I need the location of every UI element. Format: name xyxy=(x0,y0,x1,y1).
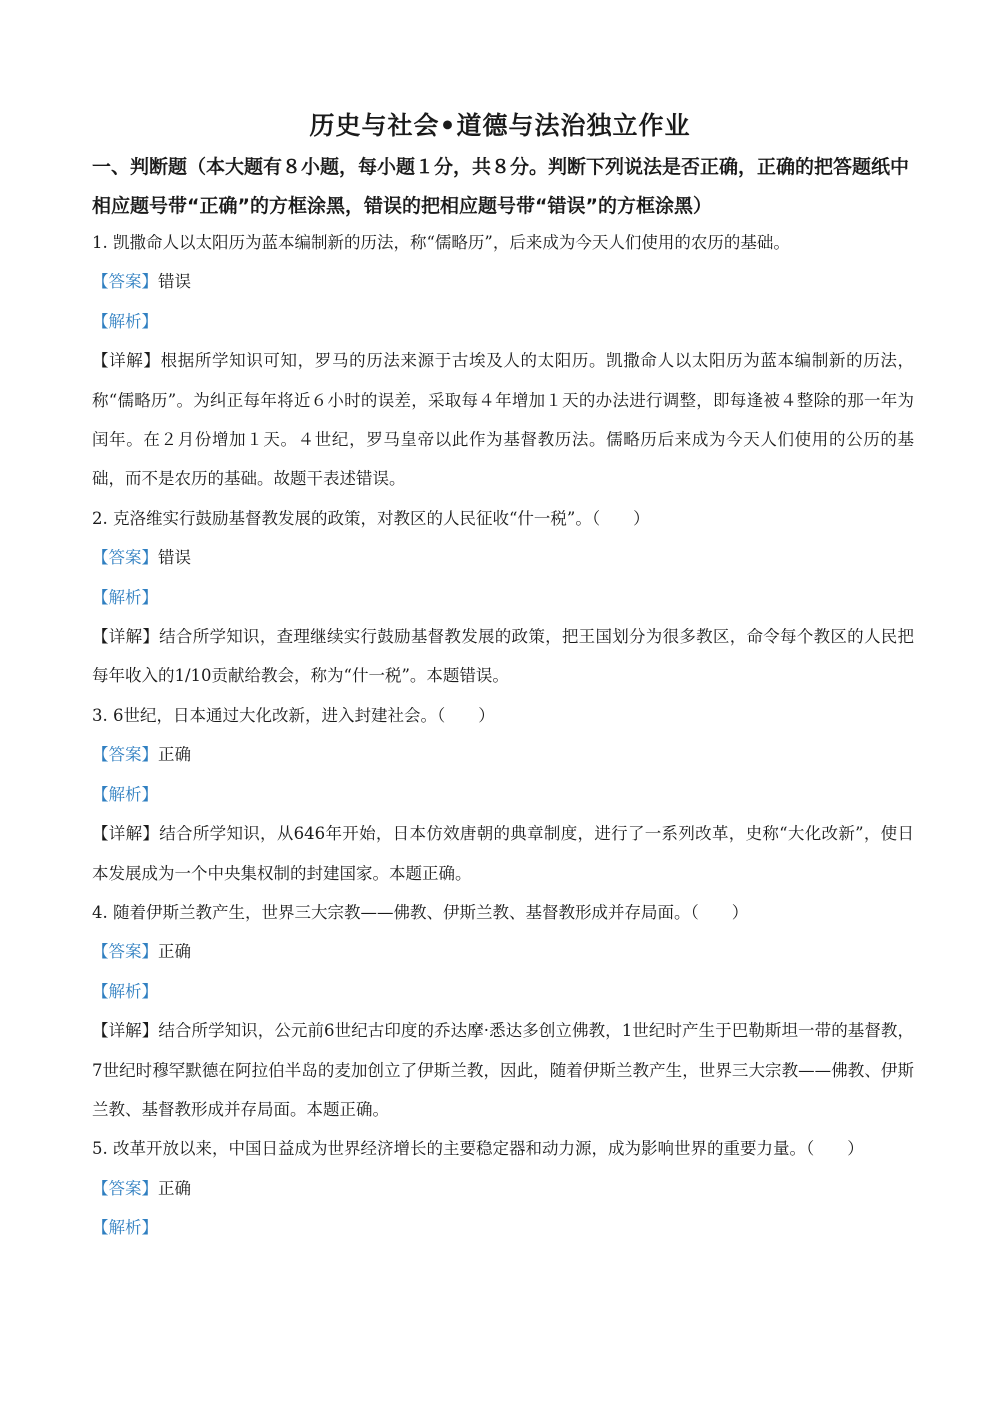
question-stem: 1. 凯撒命人以太阳历为蓝本编制新的历法，称“儒略历”，后来成为今天人们使用的农历的基础。 xyxy=(92,233,790,252)
answer-line xyxy=(92,262,914,301)
answer-line xyxy=(92,932,914,971)
answer-value: 正确 xyxy=(158,1178,191,1198)
analysis-line xyxy=(92,972,914,1011)
section-header: 一、判断题（本大题有８小题，每小题１分，共８分。判断下列说法是否正确，正确的把答题纸中相应题号带“正确”的方框涂黑，错误的把相应题号带“错误”的方框涂黑） xyxy=(92,156,910,217)
answer-line xyxy=(92,538,914,577)
answer-label: 【答案】 xyxy=(92,745,158,765)
detail-label: 【详解】 xyxy=(92,627,160,647)
analysis-label: 【解析】 xyxy=(92,311,158,331)
answer-label: 【答案】 xyxy=(92,1178,158,1198)
question-stem: 5. 改革开放以来，中国日益成为世界经济增长的主要稳定器和动力源，成为影响世界的重要力量。（ ） xyxy=(92,1139,864,1159)
page-title: 历史与社会•道德与法治独立作业 xyxy=(309,111,691,140)
detail-text: 根据所学知识可知，罗马的历法来源于古埃及人的太阳历。凯撒命人以太阳历为蓝本编制新的历法，称“儒略历”。为纠正每年将近６小时的误差，采取每４年增加１天的办法进行调整，即每逢被４整除的那一年为闰年。在２月份增加１天。４世纪，罗马皇帝以此作为基督教历法。儒略历后来成为今天人们使用的公历的基础，而不是农历的基础。故题干表述错误。 xyxy=(92,351,915,489)
question-stem: 2. 克洛维实行鼓励基督教发展的政策，对教区的人民征收“什一税”。（ ） xyxy=(92,508,650,528)
detail-text: 结合所学知识，从646年开始，日本仿效唐朝的典章制度，进行了一系列改革，史称“大化改新”，使日本发展成为一个中央集权制的封建国家。本题正确。 xyxy=(92,824,914,883)
detail-label: 【详解】 xyxy=(92,351,161,371)
answer-line xyxy=(92,1169,914,1208)
detail-label: 【详解】 xyxy=(92,824,160,844)
analysis-line xyxy=(92,1208,914,1247)
analysis-line xyxy=(92,578,914,617)
analysis-label: 【解析】 xyxy=(92,784,158,804)
question-stem: 3. 6世纪，日本通过大化改新，进入封建社会。（ ） xyxy=(92,705,495,725)
answer-line xyxy=(92,735,914,774)
detail-text: 结合所学知识，公元前6世纪古印度的乔达摩·悉达多创立佛教，1世纪时产生于巴勒斯坦一带的基督教，7世纪时穆罕默德在阿拉伯半岛的麦加创立了伊斯兰教，因此，随着伊斯兰教产生，世界三大宗教——佛教、伊斯兰教、基督教形成并存局面。本题正确。 xyxy=(92,1021,915,1119)
detail-paragraph xyxy=(92,1011,914,1129)
answer-value: 错误 xyxy=(158,548,191,568)
detail-label: 【详解】 xyxy=(92,1021,159,1041)
answer-value: 正确 xyxy=(158,942,191,962)
answer-value: 错误 xyxy=(158,272,191,292)
detail-paragraph xyxy=(92,617,914,696)
analysis-label: 【解析】 xyxy=(92,1218,158,1238)
analysis-line xyxy=(92,302,914,341)
analysis-line xyxy=(92,775,914,814)
analysis-label: 【解析】 xyxy=(92,587,158,607)
detail-paragraph xyxy=(92,814,914,893)
answer-label: 【答案】 xyxy=(92,272,158,292)
analysis-label: 【解析】 xyxy=(92,981,158,1001)
question-list xyxy=(92,223,914,1248)
answer-label: 【答案】 xyxy=(92,548,158,568)
detail-paragraph xyxy=(92,341,914,499)
detail-text: 结合所学知识，查理继续实行鼓励基督教发展的政策，把王国划分为很多教区，命令每个教区的人民把每年收入的1/10贡献给教会，称为“什一税”。本题错误。 xyxy=(92,627,914,686)
answer-label: 【答案】 xyxy=(92,942,158,962)
question-stem: 4. 随着伊斯兰教产生，世界三大宗教——佛教、伊斯兰教、基督教形成并存局面。（ ） xyxy=(92,902,749,922)
answer-value: 正确 xyxy=(158,745,191,765)
